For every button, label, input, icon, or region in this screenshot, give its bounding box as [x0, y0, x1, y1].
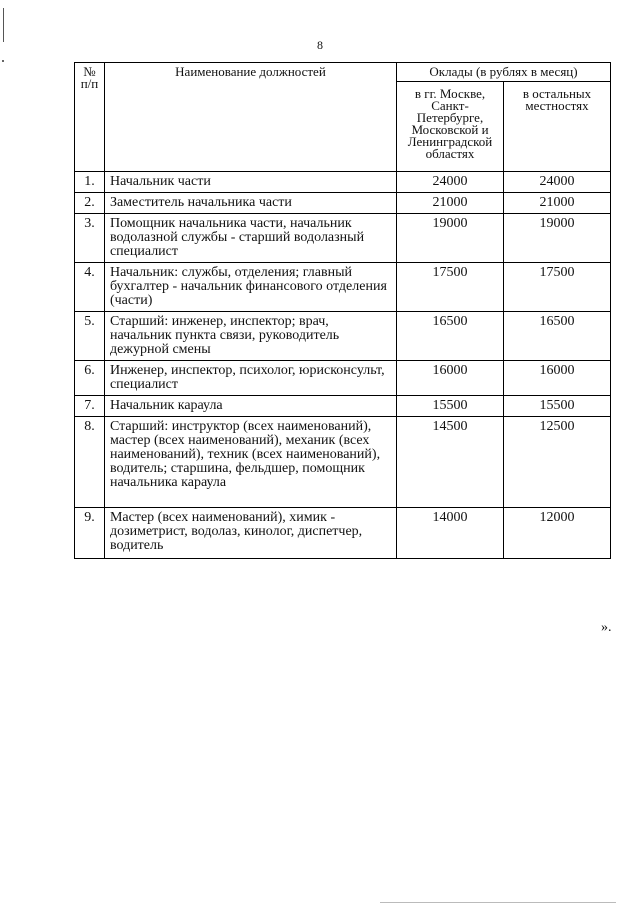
row-number: 7.: [75, 396, 105, 417]
position-name: Старший: инженер, инспектор; врач, начальник пункта связи, руководитель дежурной смены: [104, 312, 396, 361]
header-moscow-spb: в гг. Москве, Санкт-Петербурге, Московской и Ленинградской областях: [397, 82, 504, 172]
page-number: 8: [317, 38, 323, 52]
scan-bottom-line: [380, 902, 616, 903]
table-row: [75, 312, 611, 361]
salary-moscow: 24000: [397, 172, 504, 193]
table-row: [75, 417, 611, 508]
salary-moscow: 17500: [397, 263, 504, 312]
row-number: 6.: [75, 361, 105, 396]
table-row: [75, 508, 611, 559]
table-row: [75, 361, 611, 396]
position-name: Инженер, инспектор, психолог, юрисконсульт, специалист: [104, 361, 396, 396]
salary-moscow: 21000: [397, 193, 504, 214]
salary-moscow: 16500: [397, 312, 504, 361]
header-salaries: Оклады (в рублях в месяц): [397, 63, 611, 82]
position-name: Начальник караула: [104, 396, 396, 417]
header-num: № п/п: [75, 63, 105, 172]
salary-other: 24000: [504, 172, 611, 193]
row-number: 8.: [75, 417, 105, 508]
position-name: Начальник: службы, отделения; главный бухгалтер - начальник финансового отделения (части): [104, 263, 396, 312]
position-name: Начальник части: [104, 172, 396, 193]
table-body: [75, 172, 611, 559]
row-number: 3.: [75, 214, 105, 263]
position-name: Помощник начальника части, начальник водолазной службы - старший водолазный специалист: [104, 214, 396, 263]
row-number: 9.: [75, 508, 105, 559]
table-header: [75, 63, 611, 172]
salary-other: 21000: [504, 193, 611, 214]
closing-quote: ».: [601, 620, 612, 635]
salary-table: [74, 62, 611, 559]
salary-moscow: 16000: [397, 361, 504, 396]
row-number: 4.: [75, 263, 105, 312]
header-position-name: Наименование должностей: [104, 63, 396, 172]
salary-moscow: 19000: [397, 214, 504, 263]
position-name: Старший: инструктор (всех наименований), мастер (всех наименований), механик (всех наименований), техник (всех наименований), водитель; старшина, фельдшер, помощник начальника караула: [104, 417, 396, 508]
salary-moscow: 14500: [397, 417, 504, 508]
table-row: [75, 263, 611, 312]
salary-other: 12000: [504, 508, 611, 559]
row-number: 1.: [75, 172, 105, 193]
row-number: 2.: [75, 193, 105, 214]
header-other-regions: в остальных местностях: [504, 82, 611, 172]
position-name: Мастер (всех наименований), химик - дозиметрист, водолаз, кинолог, диспетчер, водитель: [104, 508, 396, 559]
salary-other: 19000: [504, 214, 611, 263]
salary-other: 16500: [504, 312, 611, 361]
salary-other: 12500: [504, 417, 611, 508]
salary-moscow: 15500: [397, 396, 504, 417]
table-row: [75, 396, 611, 417]
table-row: [75, 172, 611, 193]
row-number: 5.: [75, 312, 105, 361]
salary-other: 17500: [504, 263, 611, 312]
salary-other: 15500: [504, 396, 611, 417]
scan-edge-dot: [2, 60, 4, 62]
salary-moscow: 14000: [397, 508, 504, 559]
scan-edge-mark: [3, 8, 4, 42]
salary-other: 16000: [504, 361, 611, 396]
table-row: [75, 214, 611, 263]
table-row: [75, 193, 611, 214]
position-name: Заместитель начальника части: [104, 193, 396, 214]
